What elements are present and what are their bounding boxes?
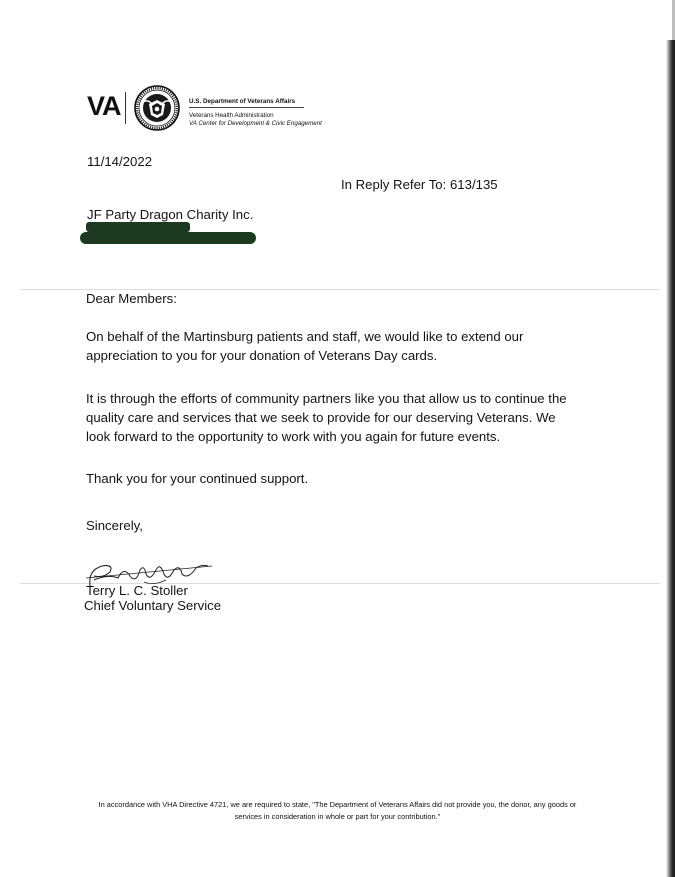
thanks-line: Thank you for your continued support. — [86, 471, 309, 486]
paragraph-line: On behalf of the Martinsburg patients and staff, we would like to extend our — [86, 329, 524, 344]
department-name: U.S. Department of Veterans Affairs — [189, 98, 296, 105]
administration-name: Veterans Health Administration — [189, 112, 274, 119]
letter-date: 11/14/2022 — [87, 154, 153, 169]
footer-disclaimer — [60, 799, 615, 823]
department-rule — [189, 107, 304, 108]
footer-line: In accordance with VHA Directive 4721, we are required to state, "The Department of Veterans Affairs did not provide you, the donor, any goods or — [98, 800, 577, 809]
recipient-name: JF Party Dragon Charity Inc. — [87, 207, 254, 222]
va-seal-icon — [134, 85, 180, 131]
reference-number: In Reply Refer To: 613/135 — [341, 177, 498, 192]
paragraph-line: look forward to the opportunity to work with you again for future events. — [86, 429, 501, 444]
signer-title: Chief Voluntary Service — [84, 598, 222, 613]
paragraph-appreciation — [86, 327, 523, 365]
closing: Sincerely, — [86, 518, 143, 533]
redacted-address-line-1 — [86, 222, 190, 232]
center-name: VA Center for Development & Civic Engagement — [189, 120, 322, 127]
signer-name: Terry L. C. Stoller — [86, 583, 188, 598]
paragraph-line: It is through the efforts of community partners like you that allow us to continue the — [86, 391, 567, 406]
footer-line: services in consideration in whole or part for your contribution." — [234, 812, 441, 821]
paragraph-line: quality care and services that we seek to provide for our deserving Veterans. We — [86, 410, 556, 425]
redacted-address-line-2 — [80, 232, 256, 244]
logo-divider — [125, 92, 126, 124]
paragraph-community — [86, 389, 567, 446]
paragraph-line: appreciation to you for your donation of Veterans Day cards. — [86, 348, 438, 363]
salutation: Dear Members: — [86, 291, 177, 306]
scan-edge-shadow — [666, 40, 675, 877]
va-logo-text: VA — [87, 91, 121, 121]
